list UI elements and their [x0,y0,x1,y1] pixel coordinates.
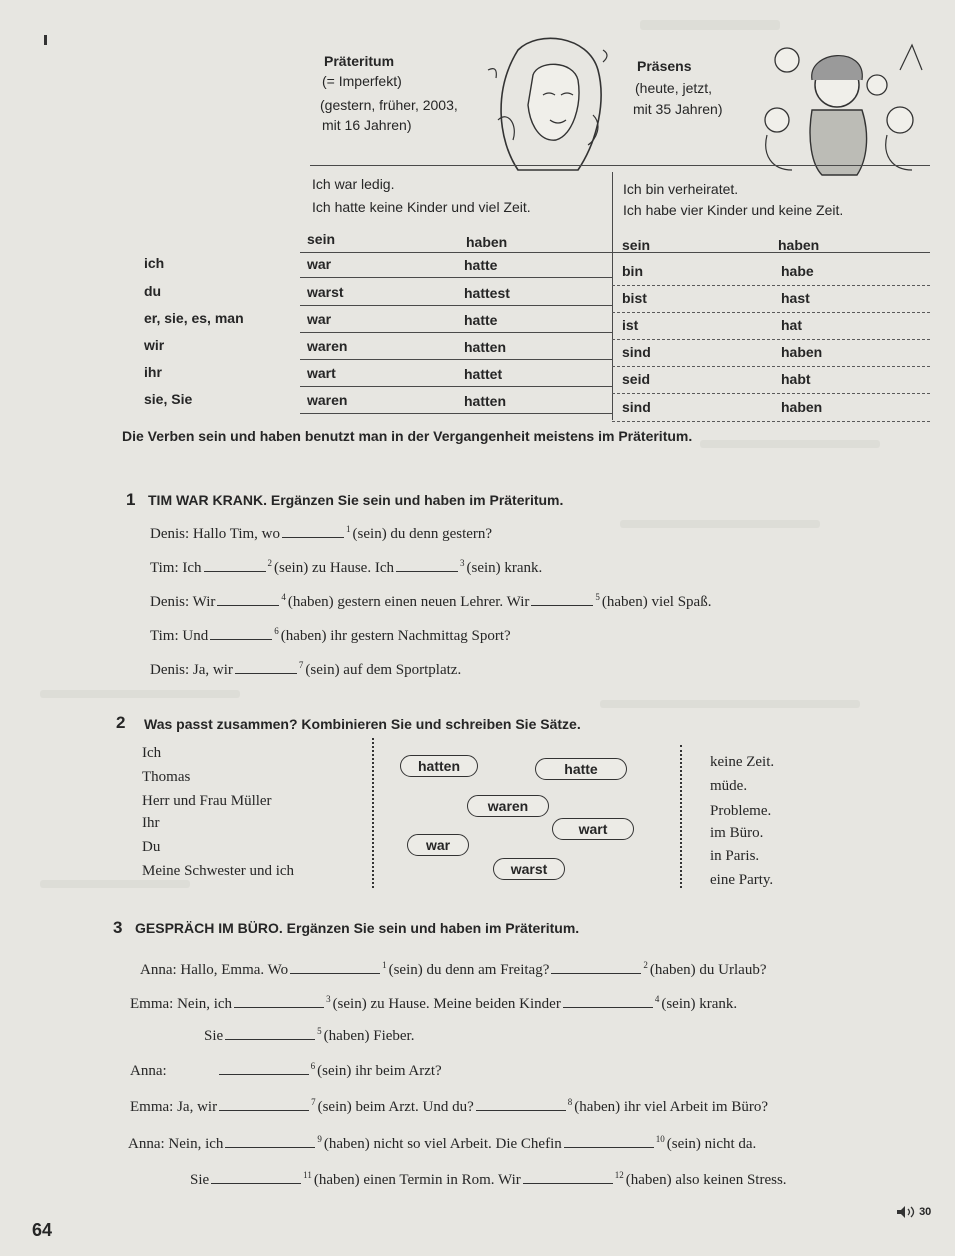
present-line-2: Ich habe vier Kinder und keine Zeit. [623,202,844,218]
ex1-blank-7[interactable] [235,661,297,674]
haben-past-cell: hatte [464,257,498,273]
audio-track-number: 30 [919,1205,932,1218]
table-header-line [300,252,930,253]
ex2-verb-pill-wart[interactable]: wart [552,818,634,840]
ex3-blank-11[interactable] [211,1171,301,1184]
sein-past-cell: warst [307,284,344,300]
table-row-line [300,413,612,414]
ex2-verb-pill-waren[interactable]: waren [467,795,549,817]
ex2-subject-5: Du [142,839,161,855]
ex3-line-7: Sie $^{11}$ (haben) einen Termin in Rom. Wir $^{12}$ (haben) also keinen Stress. [190,1170,787,1188]
col-header-haben-past: haben [466,234,508,250]
ex3-blank-2[interactable] [551,961,641,974]
sein-past-cell: wart [307,365,336,381]
prateritum-title: Präteritum [324,53,395,69]
haben-present-cell: hast [781,290,810,306]
page-number: 64 [32,1220,53,1240]
ex2-subject-6: Meine Schwester und ich [142,863,295,879]
ex3-blank-10[interactable] [564,1135,654,1148]
ex1-line-4: Tim: Und $^6$ (haben) ihr gestern Nachmittag Sport? [150,626,511,644]
exercise-2-title: Was passt zusammen? Kombinieren Sie und schreiben Sie Sätze. [144,716,581,732]
speaker-icon [896,1205,916,1219]
table-row-line [300,359,612,360]
table-row-line [300,305,612,306]
ex2-subject-4: Ihr [142,815,160,831]
sein-past-cell: waren [307,392,348,408]
ex3-blank-8[interactable] [476,1098,566,1111]
haben-present-cell: haben [781,344,823,360]
past-line-1: Ich war ledig. [312,176,395,192]
past-line-2: Ich hatte keine Kinder und viel Zeit. [312,199,531,215]
sein-past-cell: war [307,311,332,327]
ex3-line-4: Anna: $^6$ (sein) ihr beim Arzt? [130,1061,442,1079]
haben-past-cell: hatten [464,339,506,355]
ex2-verb-pill-hatte[interactable]: hatte [535,758,627,780]
ex3-blank-1[interactable] [290,961,380,974]
ex1-blank-4[interactable] [217,593,279,606]
haben-present-cell: habt [781,371,811,387]
sein-present-cell: bist [622,290,647,306]
pronoun-cell: wir [144,337,165,353]
ex3-blank-5[interactable] [225,1027,315,1040]
table-row-line [612,285,930,286]
ex2-ending-5: in Paris. [710,848,760,864]
pronoun-cell: sie, Sie [144,391,193,407]
ex3-blank-3[interactable] [234,995,324,1008]
table-row-line [612,421,930,422]
ex2-ending-4: im Büro. [710,825,764,841]
ex1-blank-1[interactable] [282,525,344,538]
haben-past-cell: hatte [464,312,498,328]
ex1-line-2: Tim: Ich $^2$ (sein) zu Hause. Ich $^3$ (sein) krank. [150,558,543,576]
exercise-2-number: 2 [116,713,126,732]
haben-present-cell: hat [781,317,802,333]
ex2-verb-pill-hatten[interactable]: hatten [400,755,478,777]
ex2-verb-pill-war[interactable]: war [407,834,469,856]
ex2-ending-1: keine Zeit. [710,754,775,770]
ex3-line-5: Emma: Ja, wir $^7$ (sein) beim Arzt. Und du? $^8$ (haben) ihr viel Arbeit im Büro? [130,1097,768,1115]
sein-present-cell: bin [622,263,643,279]
sein-present-cell: ist [622,317,639,333]
margin-mark [44,35,47,45]
sein-past-cell: waren [307,338,348,354]
prasens-sub1: (heute, jetzt, [635,80,713,96]
haben-past-cell: hatten [464,393,506,409]
present-line-1: Ich bin verheiratet. [623,181,739,197]
haben-past-cell: hattet [464,366,503,382]
sein-past-cell: war [307,256,332,272]
exercise-1-title: TIM WAR KRANK. Ergänzen Sie sein und haben im Präteritum. [148,492,564,508]
haben-past-cell: hattest [464,285,510,301]
sein-present-cell: seid [622,371,651,387]
col-header-sein-past: sein [307,231,336,247]
audio-track[interactable] [896,1205,931,1219]
ex2-subject-1: Ich [142,745,162,761]
ex1-line-5: Denis: Ja, wir $^7$ (sein) auf dem Sportplatz. [150,660,462,678]
ex2-ending-2: müde. [710,778,748,794]
pronoun-cell: ich [144,255,165,271]
col-header-sein-present: sein [622,237,651,253]
prateritum-sub2: (gestern, früher, 2003, [320,97,458,113]
ex3-line-3: Sie $^5$ (haben) Fieber. [204,1026,415,1044]
ex2-ending-6: eine Party. [710,872,774,888]
ex2-left-dotted-separator [372,738,374,888]
pronoun-cell: er, sie, es, man [144,310,244,326]
prateritum-sub3: mit 16 Jahren) [322,117,412,133]
ex1-blank-6[interactable] [210,627,272,640]
ex3-line-6: Anna: Nein, ich $^9$ (haben) nicht so viel Arbeit. Die Chefin $^{10}$ (sein) nicht da. [128,1134,757,1152]
prateritum-sub1: (= Imperfekt) [322,73,402,89]
pronoun-cell: ihr [144,364,162,380]
table-row-line [300,332,612,333]
young-woman-illustration [478,30,618,180]
col-header-haben-present: haben [778,237,820,253]
pronoun-cell: du [144,283,162,299]
ex3-blank-7[interactable] [219,1098,309,1111]
ex2-ending-3: Probleme. [710,803,772,819]
exercise-3-title: GESPRÄCH IM BÜRO. Ergänzen Sie sein und haben im Präteritum. [135,920,580,936]
ex1-line-3: Denis: Wir $^4$ (haben) gestern einen neuen Lehrer. Wir $^5$ (haben) viel Spaß. [150,592,712,610]
ex2-subject-2: Thomas [142,769,191,785]
ex1-line-1: Denis: Hallo Tim, wo $^1$ (sein) du denn gestern? [150,524,493,542]
ex2-verb-pill-warst[interactable]: warst [493,858,565,880]
ex1-blank-3[interactable] [396,559,458,572]
ex1-blank-2[interactable] [204,559,266,572]
table-row-line [300,277,612,278]
ex3-blank-9[interactable] [225,1135,315,1148]
ex2-right-dotted-separator [680,745,682,888]
grammar-note: Die Verben sein und haben benutzt man in der Vergangenheit meistens im Präteritum. [122,428,693,444]
table-row-line [612,312,930,313]
ex2-subject-3: Herr und Frau Müller [142,793,272,809]
haben-present-cell: haben [781,399,823,415]
prasens-sub2: mit 35 Jahren) [633,101,723,117]
table-row-line [612,393,930,394]
ex3-blank-4[interactable] [563,995,653,1008]
prasens-title: Präsens [637,58,692,74]
mother-children-illustration [752,40,932,180]
sein-present-cell: sind [622,344,651,360]
ex3-blank-12[interactable] [523,1171,613,1184]
table-row-line [612,339,930,340]
exercise-3-number: 3 [113,918,123,937]
table-center-divider [612,172,613,420]
table-row-line [612,366,930,367]
table-row-line [300,386,612,387]
ex3-line-1: Anna: Hallo, Emma. Wo $^1$ (sein) du denn am Freitag? $^2$ (haben) du Urlaub? [140,960,767,978]
ex3-line-2: Emma: Nein, ich $^3$ (sein) zu Hause. Meine beiden Kinder $^4$ (sein) krank. [130,994,738,1012]
intro-divider-line [310,165,930,166]
exercise-1-number: 1 [126,490,136,509]
ex3-blank-6[interactable] [219,1062,309,1075]
sein-present-cell: sind [622,399,651,415]
haben-present-cell: habe [781,263,814,279]
ex1-blank-5[interactable] [531,593,593,606]
